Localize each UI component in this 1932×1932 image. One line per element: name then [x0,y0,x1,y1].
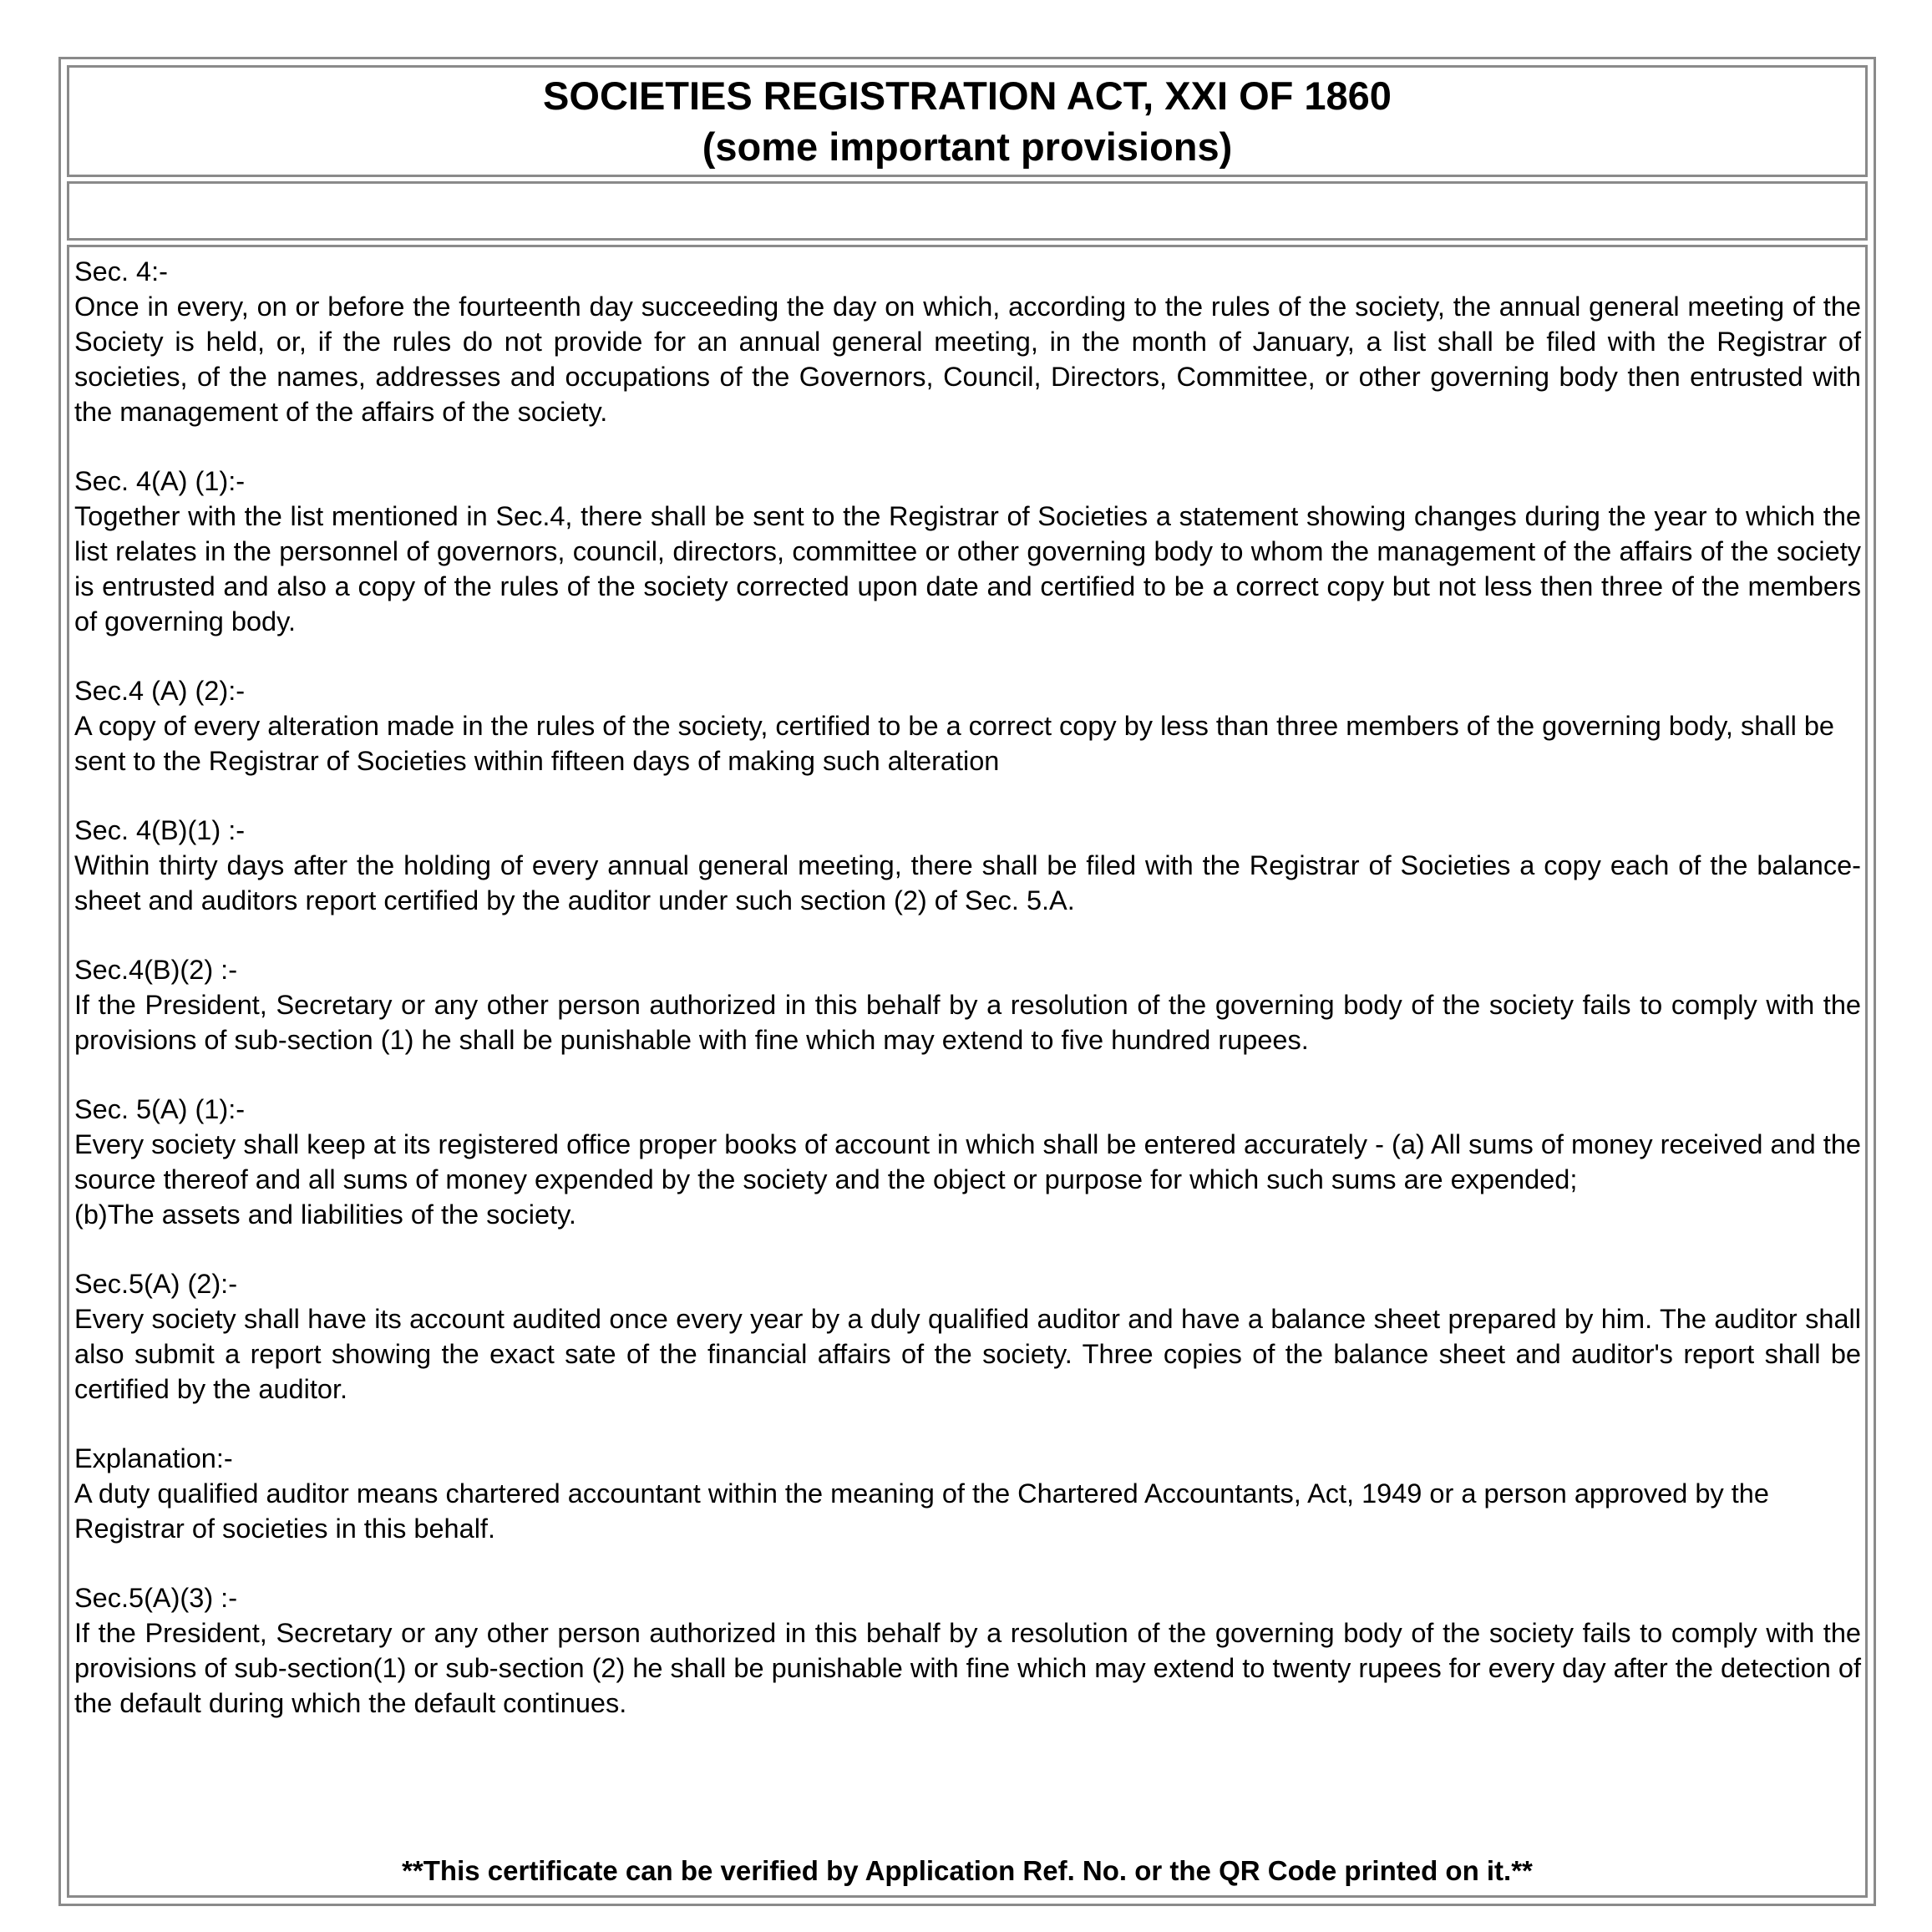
section-text: Once in every, on or before the fourteenth day succeeding the day on which, according to the rules of the society, the annual general meeting of the Society is held, or, if the rules do not provide for an annual general meeting, in the month of January, a list shall be filed with the Registrar of societies, of the names, addresses and occupations of the Governors, Council, Directors, Committee, or other governing body then entrusted with the management of the affairs of the society. [74,292,1861,427]
section-text: If the President, Secretary or any other person authorized in this behalf by a resolution of the governing body of the society fails to comply with the provisions of sub-section (1) he shall be punishable with fine which may extend to five hundred rupees. [74,990,1861,1055]
provisions-body [67,245,1868,1898]
section-text: A copy of every alteration made in the rules of the society, certified to be a correct copy by less than three members of the governing body, shall be sent to the Registrar of Societies within fifteen days of making such alteration [74,711,1835,776]
page-subtitle: (some important provisions) [702,124,1233,169]
section-heading: Sec.5(A) (2):- [74,1269,238,1299]
section-sec-5a-1 [74,1092,1861,1232]
section-explanation [74,1441,1861,1546]
section-heading: Sec.4(B)(2) :- [74,955,238,985]
blank-row [67,181,1868,241]
document-frame [58,57,1876,1906]
section-sec-4 [74,254,1861,429]
title-box [67,65,1868,177]
section-heading: Sec. 4:- [74,256,168,287]
section-text: If the President, Secretary or any other person authorized in this behalf by a resolution of the governing body of the society fails to comply with the provisions of sub-section(1) or sub-section (2) he shall be punishable with fine which may extend to twenty rupees for every day after the detection of the default during which the default continues. [74,1618,1861,1718]
section-sec-5a-3 [74,1580,1861,1721]
section-sec-4a-1 [74,464,1861,639]
verification-note: **This certificate can be verified by Application Ref. No. or the QR Code printed on it.** [402,1855,1533,1886]
section-text: Every society shall have its account audited once every year by a duly qualified auditor and have a balance sheet prepared by him. The auditor shall also submit a report showing the exact sate of the financial affairs of the society. Three copies of the balance sheet and auditor's report shall be certified by the auditor. [74,1304,1861,1404]
section-heading: Sec. 4(B)(1) :- [74,815,246,845]
page-title: SOCIETIES REGISTRATION ACT, XXI OF 1860 [543,74,1392,118]
section-sec-5a-2 [74,1266,1861,1407]
section-text: Within thirty days after the holding of every annual general meeting, there shall be filed with the Registrar of Societies a copy each of the balance-sheet and auditors report certified by the auditor under such section (2) of Sec. 5.A. [74,850,1861,915]
section-heading: Explanation:- [74,1443,233,1473]
section-heading: Sec.4 (A) (2):- [74,676,246,706]
section-sec-4a-2 [74,673,1861,778]
section-text: Every society shall keep at its registered office proper books of account in which shall be entered accurately - (a) All sums of money received and the source thereof and all sums of money expended by the society and the object or purpose for which such sums are expended; [74,1129,1861,1194]
section-text: Together with the list mentioned in Sec.4, there shall be sent to the Registrar of Societies a statement showing changes during the year to which the list relates in the personnel of governors, council, directors, committee or other governing body to whom the management of the affairs of the society is entrusted and also a copy of the rules of the society corrected upon date and certified to be a correct copy but not less then three of the members of governing body. [74,501,1861,636]
section-heading: Sec.5(A)(3) :- [74,1583,238,1613]
section-heading: Sec. 5(A) (1):- [74,1094,246,1124]
section-sec-4b-1 [74,813,1861,918]
section-sec-4b-2 [74,952,1861,1057]
section-text: A duty qualified auditor means chartered accountant within the meaning of the Chartered Accountants, Act, 1949 or a person approved by the Registrar of societies in this behalf. [74,1478,1769,1544]
section-text-item-b: (b)The assets and liabilities of the society. [74,1199,576,1230]
section-heading: Sec. 4(A) (1):- [74,466,246,496]
